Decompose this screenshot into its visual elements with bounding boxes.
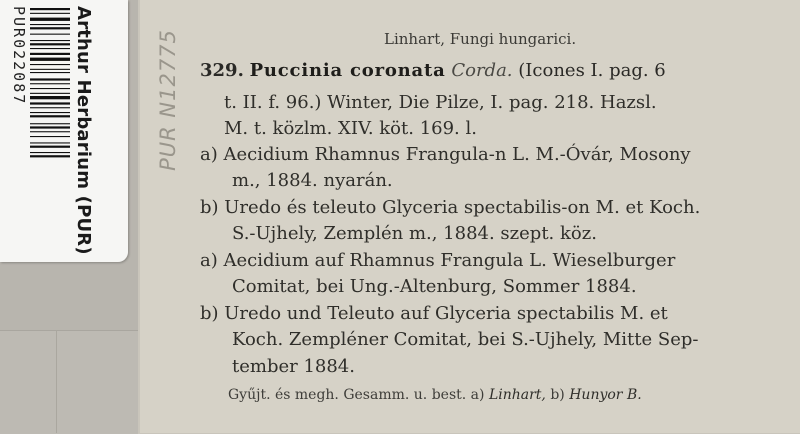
species-author: Corda.: [451, 60, 513, 81]
barcode-bar: [30, 69, 70, 70]
barcode-bar: [30, 93, 70, 94]
barcode-bar: [30, 115, 70, 117]
barcode-bar: [30, 155, 70, 157]
barcode-bar: [30, 96, 70, 99]
barcode-bar: [30, 112, 70, 113]
barcode-bar: [30, 53, 70, 55]
barcode-bar: [30, 13, 70, 14]
entry-number: 329.: [200, 60, 244, 81]
pencil-annotation: PUR N12775: [156, 29, 180, 171]
reference-line-3: M. t. közlm. XIV. köt. 169. l.: [224, 118, 477, 139]
barcode-bar: [30, 64, 70, 65]
barcode-bar: [30, 78, 70, 80]
barcode-bar: [30, 136, 70, 137]
barcode-bar: [30, 43, 70, 45]
german-a-line-2: Comitat, bei Ung.-Altenburg, Sommer 1884.: [232, 276, 637, 297]
running-head: Linhart, Fungi hungarici.: [384, 30, 577, 48]
collector-a: Linhart,: [488, 387, 546, 403]
footer-mid: b): [550, 387, 565, 403]
barcode-bar: [30, 40, 70, 41]
barcode-bar: [30, 83, 70, 84]
german-b-line-2: Koch. Zempléner Comitat, bei S.-Ujhely, Mitte Sep-: [232, 329, 699, 350]
hungarian-a-line-2: m., 1884. nyarán.: [232, 170, 393, 191]
barcode-bar: [30, 131, 70, 132]
barcode-bar: [30, 72, 70, 73]
barcode-bar: [30, 48, 70, 49]
collector-footer: [228, 387, 642, 403]
barcode-bar: [30, 8, 70, 10]
barcode-bar: [30, 126, 70, 128]
entry-heading: [200, 58, 800, 84]
barcode-bar: [30, 107, 70, 108]
hungarian-a-line-1: a) Aecidium Rhamnus Frangula-n L. M.-Óvár, Mosony: [200, 144, 691, 165]
barcode-bar: [30, 34, 70, 35]
collector-b: Hunyor B.: [569, 387, 642, 403]
barcode-bar: [30, 27, 70, 29]
hungarian-b-line-2: S.-Ujhely, Zemplén m., 1884. szept. köz.: [232, 223, 597, 244]
german-b-line-1: b) Uredo und Teleuto auf Glyceria spectabilis M. et: [200, 303, 668, 324]
barcode-bar: [30, 24, 70, 25]
reference-line-1: (Icones I. pag. 6: [518, 60, 666, 81]
german-a-line-1: a) Aecidium auf Rhamnus Frangula L. Wieselburger: [200, 250, 676, 271]
lower-panel: [0, 330, 138, 434]
barcode-bar: [30, 102, 70, 104]
herbarium-name: Arthur Herbarium (PUR): [73, 6, 94, 255]
barcode-image: [30, 8, 70, 208]
barcode-bar: [30, 58, 70, 61]
specimen-id: PUR022087: [10, 6, 28, 106]
species-name: Puccinia coronata: [249, 60, 446, 81]
herbarium-barcode-label: [0, 0, 128, 262]
barcode-bar: [30, 123, 70, 124]
panel-divider: [56, 330, 57, 433]
barcode-bar: [30, 146, 70, 148]
barcode-bar: [30, 88, 70, 89]
footer-prefix: Gyűjt. és megh. Gesamm. u. best. a): [228, 387, 485, 403]
german-b-line-3: tember 1884.: [232, 356, 355, 377]
barcode-bar: [30, 142, 70, 143]
barcode-bar: [30, 18, 70, 21]
reference-line-2: t. II. f. 96.) Winter, Die Pilze, I. pag. 218. Hazsl.: [224, 92, 657, 113]
hungarian-b-line-1: b) Uredo és teleuto Glyceria spectabilis-on M. et Koch.: [200, 197, 701, 218]
barcode-bar: [30, 152, 70, 153]
